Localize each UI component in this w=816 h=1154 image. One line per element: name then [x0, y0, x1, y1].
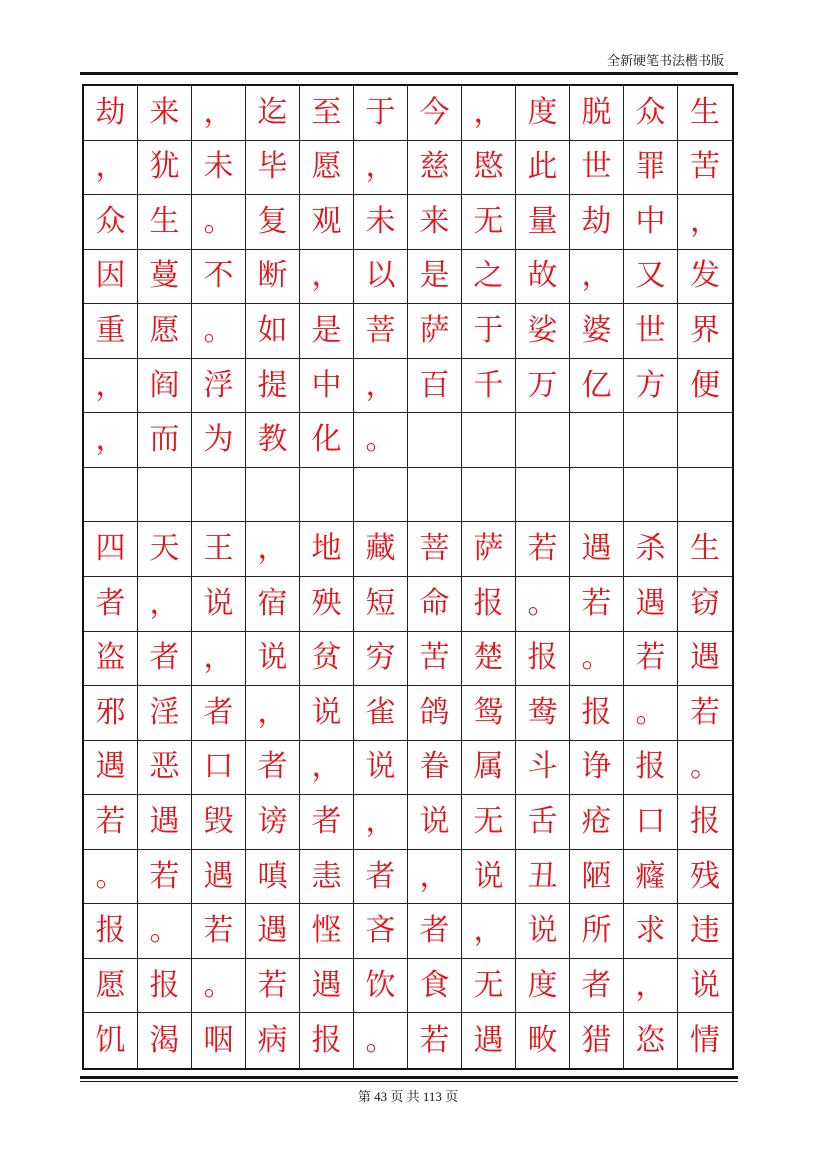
grid-cell: 若 [408, 1013, 462, 1068]
grid-cell: 之 [462, 250, 516, 305]
grid-cell: 遇 [462, 1013, 516, 1068]
grid-cell: 说 [300, 686, 354, 741]
grid-cell: 中 [624, 195, 678, 250]
grid-cell: 癃 [624, 850, 678, 905]
grid-cell: 萨 [462, 522, 516, 577]
grid-cell: 属 [462, 741, 516, 796]
grid-cell [408, 413, 462, 468]
grid-cell: 四 [84, 522, 138, 577]
grid-cell: 楚 [462, 632, 516, 687]
grid-cell: ， [462, 904, 516, 959]
grid-cell: 疮 [570, 795, 624, 850]
grid-cell: 罪 [624, 141, 678, 196]
page-header: 全新硬笔书法楷书版 [606, 54, 724, 69]
grid-cell: 口 [192, 741, 246, 796]
grid-cell [138, 468, 192, 523]
grid-cell: 无 [462, 795, 516, 850]
grid-cell: 眷 [408, 741, 462, 796]
grid-cell: 者 [84, 577, 138, 632]
grid-cell: 命 [408, 577, 462, 632]
grid-cell: 是 [408, 250, 462, 305]
grid-cell: 娑 [516, 304, 570, 359]
grid-cell: 宿 [246, 577, 300, 632]
grid-cell: 残 [678, 850, 732, 905]
grid-cell: 生 [138, 195, 192, 250]
grid-cell: 又 [624, 250, 678, 305]
grid-cell: 生 [678, 86, 732, 141]
grid-cell: 愿 [138, 304, 192, 359]
grid-cell: 。 [84, 850, 138, 905]
grid-cell: 迄 [246, 86, 300, 141]
grid-cell: 。 [570, 632, 624, 687]
grid-cell: 报 [300, 1013, 354, 1068]
grid-cell: 若 [624, 632, 678, 687]
grid-cell: 陋 [570, 850, 624, 905]
grid-cell [462, 468, 516, 523]
grid-cell: ， [84, 359, 138, 414]
grid-cell: 于 [462, 304, 516, 359]
grid-cell: 贫 [300, 632, 354, 687]
grid-cell: ， [246, 686, 300, 741]
grid-cell: 劫 [84, 86, 138, 141]
grid-cell: 若 [84, 795, 138, 850]
grid-cell: 蔓 [138, 250, 192, 305]
grid-cell: 。 [138, 904, 192, 959]
grid-cell: 斗 [516, 741, 570, 796]
grid-cell: 未 [354, 195, 408, 250]
grid-cell: 界 [678, 304, 732, 359]
grid-cell: 说 [192, 577, 246, 632]
grid-cell: 慈 [408, 141, 462, 196]
grid-cell: 。 [624, 686, 678, 741]
grid-cell: 若 [516, 522, 570, 577]
grid-cell: 说 [246, 632, 300, 687]
grid-cell: 王 [192, 522, 246, 577]
grid-cell: 食 [408, 959, 462, 1014]
grid-cell: 遇 [300, 959, 354, 1014]
grid-cell: 畋 [516, 1013, 570, 1068]
grid-cell: 毕 [246, 141, 300, 196]
grid-cell: 断 [246, 250, 300, 305]
grid-cell: 若 [570, 577, 624, 632]
grid-cell: 。 [354, 413, 408, 468]
grid-cell: 。 [192, 959, 246, 1014]
grid-cell [678, 413, 732, 468]
grid-cell: 丑 [516, 850, 570, 905]
grid-cell: 此 [516, 141, 570, 196]
grid-cell: ， [354, 795, 408, 850]
grid-cell: 化 [300, 413, 354, 468]
grid-cell: ， [84, 141, 138, 196]
grid-cell: 者 [570, 959, 624, 1014]
grid-cell [516, 413, 570, 468]
grid-cell: 发 [678, 250, 732, 305]
grid-cell: 饥 [84, 1013, 138, 1068]
grid-cell: 盗 [84, 632, 138, 687]
grid-cell: ， [192, 86, 246, 141]
grid-cell: 情 [690, 1022, 720, 1058]
grid-cell: 猎 [570, 1013, 624, 1068]
grid-cell: 说 [408, 795, 462, 850]
grid-cell: 杀 [624, 522, 678, 577]
grid-cell: 因 [84, 250, 138, 305]
grid-cell: 报 [516, 632, 570, 687]
grid-cell [408, 468, 462, 523]
grid-cell: 遇 [246, 904, 300, 959]
grid-cell: 若 [138, 850, 192, 905]
grid-cell [570, 468, 624, 523]
grid-cell: 不 [192, 250, 246, 305]
grid-cell: 若 [192, 904, 246, 959]
grid-cell: 复 [246, 195, 300, 250]
grid-cell: 愿 [300, 141, 354, 196]
grid-cell: 。 [678, 741, 732, 796]
grid-cell: 便 [678, 359, 732, 414]
grid-cell: ， [84, 413, 138, 468]
grid-cell: 若 [246, 959, 300, 1014]
grid-cell: 说 [516, 904, 570, 959]
grid-cell: 天 [138, 522, 192, 577]
grid-cell [624, 413, 678, 468]
grid-cell: 雀 [354, 686, 408, 741]
grid-cell: ， [246, 522, 300, 577]
grid-cell: 是 [300, 304, 354, 359]
grid-cell: 鸯 [516, 686, 570, 741]
grid-cell: 违 [678, 904, 732, 959]
grid-cell: 遇 [84, 741, 138, 796]
grid-cell: 菩 [408, 522, 462, 577]
grid-cell: 遇 [570, 522, 624, 577]
grid-cell: ， [354, 141, 408, 196]
grid-cell: 者 [354, 850, 408, 905]
grid-cell: 遇 [192, 850, 246, 905]
grid-cell: 苦 [678, 141, 732, 196]
grid-cell: 遇 [678, 632, 732, 687]
grid-cell: 窃 [678, 577, 732, 632]
grid-cell: ， [354, 359, 408, 414]
grid-cell: 今 [408, 86, 462, 141]
grid-cell: 嗔 [246, 850, 300, 905]
grid-cell: 者 [192, 686, 246, 741]
grid-cell: 萨 [408, 304, 462, 359]
grid-cell: ， [462, 86, 516, 141]
grid-cell: 至 [300, 86, 354, 141]
grid-cell [192, 468, 246, 523]
grid-cell: 亿 [570, 359, 624, 414]
grid-cell: 渴 [138, 1013, 192, 1068]
grid-cell: 邪 [84, 686, 138, 741]
grid-cell: 报 [84, 904, 138, 959]
grid-cell: ， [300, 250, 354, 305]
grid-cell [624, 468, 678, 523]
grid-cell: 恚 [300, 850, 354, 905]
grid-cell: 如 [246, 304, 300, 359]
grid-cell: 。 [516, 577, 570, 632]
grid-cell: 菩 [354, 304, 408, 359]
grid-cell: 报 [462, 577, 516, 632]
grid-cell: 求 [624, 904, 678, 959]
grid-cell: 毁 [192, 795, 246, 850]
grid-cell: 度 [516, 959, 570, 1014]
grid-cell: 提 [246, 359, 300, 414]
grid-cell [300, 468, 354, 523]
grid-cell: 报 [138, 959, 192, 1014]
grid-cell [516, 468, 570, 523]
grid-cell: 者 [408, 904, 462, 959]
grid-cell: 饮 [354, 959, 408, 1014]
grid-cell [678, 468, 732, 523]
footer-rule-thick [80, 1076, 738, 1079]
grid-cell: 者 [300, 795, 354, 850]
grid-cell: ， [300, 741, 354, 796]
grid-cell: 脱 [570, 86, 624, 141]
grid-cell: 重 [84, 304, 138, 359]
grid-cell: 淫 [138, 686, 192, 741]
grid-cell: 千 [462, 359, 516, 414]
grid-cell: 说 [354, 741, 408, 796]
grid-cell: 浮 [192, 359, 246, 414]
page-number: 第 43 页 共 113 页 [357, 1089, 459, 1104]
grid-cell: 为 [192, 413, 246, 468]
grid-cell: 悭 [300, 904, 354, 959]
grid-cell: 婆 [570, 304, 624, 359]
grid-cell: 苦 [408, 632, 462, 687]
header-rule [80, 72, 738, 75]
grid-cell: 观 [300, 195, 354, 250]
grid-cell: 方 [624, 359, 678, 414]
grid-cell: 劫 [570, 195, 624, 250]
grid-cell: 咽 [192, 1013, 246, 1068]
grid-cell: 短 [354, 577, 408, 632]
grid-cell: 舌 [516, 795, 570, 850]
grid-cell: 报 [570, 686, 624, 741]
grid-cell: 遇 [138, 795, 192, 850]
grid-cell: 吝 [354, 904, 408, 959]
grid-cell: 而 [138, 413, 192, 468]
grid-cell [84, 468, 138, 523]
grid-cell: 中 [300, 359, 354, 414]
grid-cell: ， [624, 959, 678, 1014]
grid-cell: ， [408, 850, 462, 905]
grid-cell: 报 [624, 741, 678, 796]
grid-cell: 故 [516, 250, 570, 305]
grid-cell: 病 [246, 1013, 300, 1068]
grid-cell: 无 [462, 959, 516, 1014]
grid-cell: 未 [192, 141, 246, 196]
grid-cell: 于 [354, 86, 408, 141]
grid-cell: 愿 [84, 959, 138, 1014]
grid-cell: 量 [516, 195, 570, 250]
grid-cell: 说 [678, 959, 732, 1014]
grid-cell: 报 [678, 795, 732, 850]
grid-cell: 藏 [354, 522, 408, 577]
grid-cell: 来 [138, 86, 192, 141]
grid-cell [570, 413, 624, 468]
grid-cell: ， [138, 577, 192, 632]
grid-cell: 者 [138, 632, 192, 687]
grid-cell: 来 [408, 195, 462, 250]
grid-cell: 世 [624, 304, 678, 359]
grid-cell [462, 413, 516, 468]
grid-cell: 世 [570, 141, 624, 196]
grid-cell: 说 [462, 850, 516, 905]
grid-cell: 遇 [624, 577, 678, 632]
grid-cell: 犹 [138, 141, 192, 196]
grid-cell: 众 [624, 86, 678, 141]
grid-cell: 者 [246, 741, 300, 796]
grid-cell: ， [570, 250, 624, 305]
grid-cell: 教 [246, 413, 300, 468]
footer-rule-thin [80, 1081, 738, 1082]
grid-cell: 以 [354, 250, 408, 305]
grid-cell: ， [192, 632, 246, 687]
grid-cell: 口 [624, 795, 678, 850]
grid-cell [354, 468, 408, 523]
grid-cell: 生 [678, 522, 732, 577]
grid-cell: 地 [300, 522, 354, 577]
grid-cell: 阎 [138, 359, 192, 414]
grid-cell: 诤 [570, 741, 624, 796]
grid-cell: 鸳 [462, 686, 516, 741]
grid-cell: 若 [678, 686, 732, 741]
grid-cell: 。 [192, 304, 246, 359]
grid-cell: 。 [192, 195, 246, 250]
grid-cell: 鸽 [408, 686, 462, 741]
grid-cell: ， [678, 195, 732, 250]
grid-cell: 所 [570, 904, 624, 959]
grid-cell: 万 [516, 359, 570, 414]
grid-cell: 愍 [462, 141, 516, 196]
grid-cell: 恣 [624, 1013, 678, 1068]
grid-cell [246, 468, 300, 523]
grid-cell: 殃 [300, 577, 354, 632]
grid-cell: 。 [354, 1013, 408, 1068]
grid-cell: 百 [408, 359, 462, 414]
grid-cell: 谤 [246, 795, 300, 850]
grid-cell: 众 [84, 195, 138, 250]
calligraphy-grid [82, 84, 734, 1070]
grid-cell: 恶 [138, 741, 192, 796]
grid-cell: 无 [462, 195, 516, 250]
grid-cell: 穷 [354, 632, 408, 687]
grid-cell: 度 [516, 86, 570, 141]
